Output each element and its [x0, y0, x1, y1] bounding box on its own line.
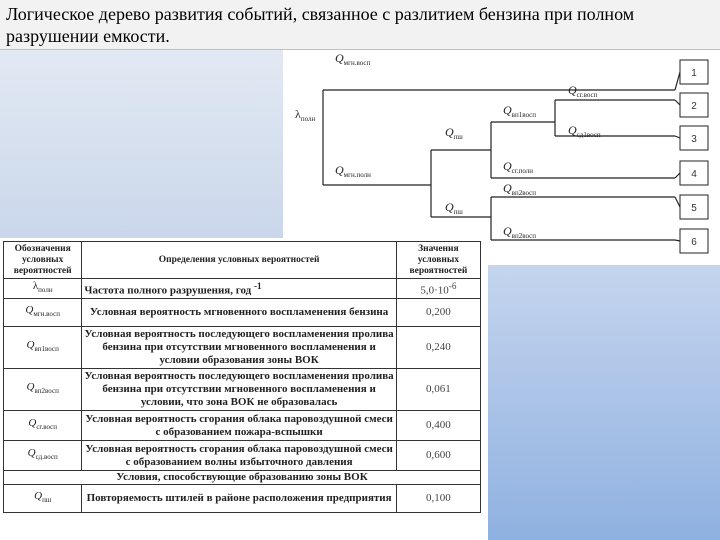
row-value: 0,240 — [396, 327, 480, 369]
row-symbol: $Q_{пш}$ — [4, 485, 82, 513]
branch-label: $Q_{вп2восп}$ — [503, 224, 537, 240]
outcome-number: 3 — [691, 134, 697, 145]
branch-label: $Q_{вп2восп}$ — [503, 181, 537, 197]
row-value: 0,200 — [396, 299, 480, 327]
table-row — [4, 441, 481, 471]
outcome-number: 2 — [691, 101, 697, 112]
slide-title-bar — [0, 0, 720, 50]
outcome-number: 5 — [691, 203, 697, 214]
branch-label: $Q_{пш}$ — [445, 125, 463, 141]
branch-label: $Q_{сг.полн}$ — [503, 159, 534, 175]
table-row — [4, 327, 481, 369]
tree-line — [675, 72, 680, 90]
row-definition: Условная вероятность мгновенного воспламенения бензина — [82, 299, 396, 327]
row-definition: Повторяемость штилей в районе расположения предприятия — [82, 485, 396, 513]
row-definition: Условная вероятность последующего воспламенения пролива бензина при отсутствии мгновенного воспламенения и условии, что зона ВОК не образовалась — [82, 369, 396, 411]
tree-line — [675, 197, 680, 207]
column-header: Определения условных вероятностей — [82, 242, 396, 279]
column-header: Значения условных вероятностей — [396, 242, 480, 279]
row-symbol: $Q_{вп2восп}$ — [4, 369, 82, 411]
table-row — [4, 485, 481, 513]
branch-label: $Q_{вп1восп}$ — [503, 103, 537, 119]
tree-line — [675, 240, 680, 241]
table-row — [4, 299, 481, 327]
table-row — [4, 279, 481, 299]
row-definition: Частота полного разрушения, год $^{-1}$ — [82, 279, 396, 299]
probability-table — [3, 241, 481, 513]
branch-label: $Q_{пш}$ — [445, 200, 463, 216]
table-header-row — [4, 242, 481, 279]
tree-line — [675, 136, 680, 138]
row-definition: Условная вероятность сгорания облака паровоздушной смеси с образованием пожара-вспышки — [82, 411, 396, 441]
slide-title: Логическое дерево развития событий, связанное с разлитием бензина при полном разрушении емкости. — [6, 4, 635, 46]
tree-line — [675, 173, 680, 178]
outcome-number: 6 — [691, 237, 697, 248]
tree-line — [675, 100, 680, 105]
tree-branches — [323, 72, 680, 241]
row-symbol: $Q_{сг.восп}$ — [4, 411, 82, 441]
row-definition: Условная вероятность сгорания облака паровоздушной смеси с образованием волны избыточного давления — [82, 441, 396, 471]
row-symbol: $Q_{сд.восп}$ — [4, 441, 82, 471]
row-value: 0,400 — [396, 411, 480, 441]
column-header: Обозначения условных вероятностей — [4, 242, 82, 279]
row-symbol: $\lambda_{полн}$ — [4, 279, 82, 299]
outcome-number: 1 — [691, 68, 697, 79]
row-value: $5,0\cdot 10^{-6}$ — [396, 279, 480, 299]
row-symbol: $Q_{мгн.восп}$ — [4, 299, 82, 327]
branch-label: $Q_{мгн.полн}$ — [335, 163, 371, 179]
table-subheader: Условия, способствующие образованию зоны ВОК — [4, 471, 481, 485]
row-value: 0,100 — [396, 485, 480, 513]
row-definition: Условная вероятность последующего воспламенения пролива бензина при отсутствии мгновенного воспламенения и условии образования зоны ВОК — [82, 327, 396, 369]
table-subheader-row — [4, 471, 481, 485]
outcome-number: 4 — [691, 169, 697, 180]
probability-table-panel — [0, 238, 488, 540]
branch-label: $Q_{мгн.восп}$ — [335, 51, 371, 67]
row-value: 0,061 — [396, 369, 480, 411]
branch-label: $Q_{сд1восп}$ — [568, 123, 601, 139]
branch-label: $Q_{сг.восп}$ — [568, 83, 598, 99]
table-row — [4, 411, 481, 441]
background-gradient-right — [488, 265, 720, 540]
table-row — [4, 369, 481, 411]
root-label: $\lambda_{полн}$ — [295, 107, 316, 123]
outcome-boxes — [680, 60, 708, 253]
event-tree-diagram — [283, 50, 720, 265]
row-value: 0,600 — [396, 441, 480, 471]
branch-labels — [295, 51, 601, 240]
row-symbol: $Q_{вп1восп}$ — [4, 327, 82, 369]
event-tree-svg — [283, 50, 720, 265]
